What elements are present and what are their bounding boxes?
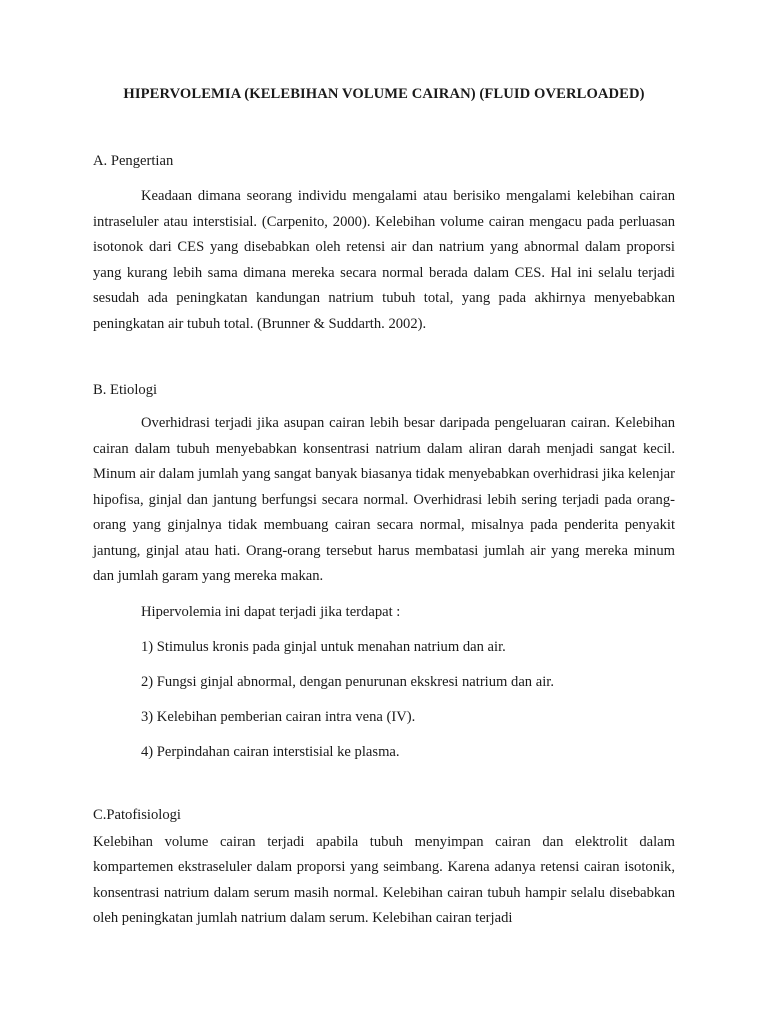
section-heading-etiologi: B. Etiologi — [93, 382, 158, 398]
paragraph-patofisiologi: Kelebihan volume cairan terjadi apabila tubuh menyimpan cairan dan elektrolit dalam kompartemen ekstraseluler dalam proporsi yang seimbang. Karena adanya retensi cairan isotonik, konsentrasi natrium dalam serum masih normal. Kelebihan cairan tubuh hampir selalu disebabkan oleh peningkatan jumlah natrium dalam serum. Kelebihan cairan terjadi — [93, 833, 675, 926]
list-intro: Hipervolemia ini dapat terjadi jika terdapat : — [141, 603, 401, 620]
paragraph-etiologi: Overhidrasi terjadi jika asupan cairan lebih besar daripada pengeluaran cairan. Kelebihan cairan dalam tubuh menyebabkan konsentrasi natrium dalam aliran darah menjadi sangat kecil. Minum air dalam jumlah yang sangat banyak biasanya tidak menyebabkan overhidrasi jika kelenjar hipofisa, ginjal dan jantung berfungsi secara normal. Overhidrasi lebih sering terjadi pada orang-orang yang ginjalnya tidak membuang cairan secara normal, misalnya pada penderita penyakit jantung, ginjal atau hati. Orang-orang tersebut harus membatasi jumlah air yang mereka minum dan jumlah garam yang mereka makan. — [93, 415, 675, 584]
section-heading-patofisiologi: C.Patofisiologi — [93, 806, 181, 823]
list-item-1: 1) Stimulus kronis pada ginjal untuk menahan natrium dan air. — [141, 638, 506, 655]
document-title: HIPERVOLEMIA (KELEBIHAN VOLUME CAIRAN) (FLUID OVERLOADED) — [123, 86, 645, 102]
list-item-4: 4) Perpindahan cairan interstisial ke plasma. — [141, 743, 400, 760]
paragraph-pengertian: Keadaan dimana seorang individu mengalami atau berisiko mengalami kelebihan cairan intraseluler atau interstisial. (Carpenito, 2000). Kelebihan volume cairan mengacu pada perluasan isotonok dari CES yang disebabkan oleh retensi air dan natrium yang abnormal dalam proporsi yang kurang lebih sama dimana mereka secara normal berada dalam CES. Hal ini selalu terjadi sesudah ada peningkatan kandungan natrium tubuh total, yang pada akhirnya menyebabkan peningkatan air tubuh total. (Brunner & Suddarth. 2002). — [93, 188, 675, 332]
list-item-2: 2) Fungsi ginjal abnormal, dengan penurunan ekskresi natrium dan air. — [141, 673, 554, 690]
list-item-3: 3) Kelebihan pemberian cairan intra vena (IV). — [141, 708, 416, 725]
section-heading-pengertian: A. Pengertian — [93, 153, 174, 169]
